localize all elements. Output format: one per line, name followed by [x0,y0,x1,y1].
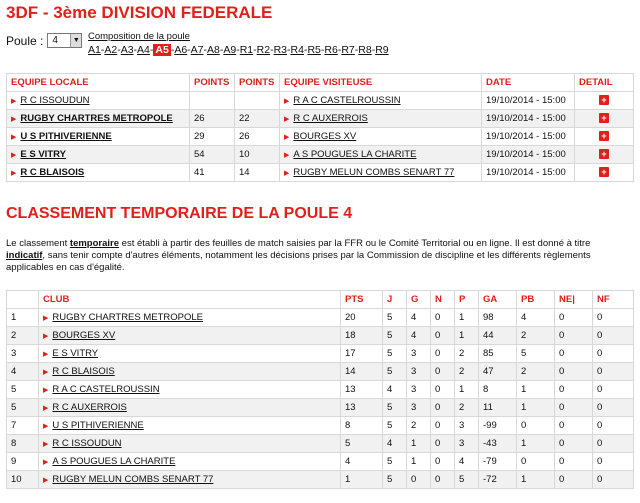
round-separator: - [371,44,376,56]
triangle-icon: ▶ [11,134,17,141]
triangle-icon: ▶ [284,170,290,177]
detail-cell [575,128,634,146]
match-date: 19/10/2014 - 15:00 [482,164,575,182]
triangle-icon: ▶ [43,387,49,394]
triangle-icon: ▶ [43,477,49,484]
away-team-cell [280,92,482,110]
round-link-r9[interactable]: R9 [375,44,389,56]
stat-pts: 1 [341,471,383,489]
stat-pts: 14 [341,363,383,381]
stat-pb: 0 [517,417,555,435]
club-link[interactable]: BOURGES XV [52,330,116,341]
col-n: N [431,291,455,309]
club-cell [39,417,341,435]
round-link-a1[interactable]: A1 [88,44,101,56]
club-link[interactable]: E S VITRY [52,348,99,359]
club-link[interactable]: R A C CASTELROUSSIN [52,384,160,395]
ranking-row [7,471,634,489]
ranking-row [7,309,634,327]
detail-cell [575,146,634,164]
col-ne: NE| [555,291,593,309]
col-g: G [407,291,431,309]
stat-j: 4 [383,381,407,399]
points-home [190,92,235,110]
stat-pb: 1 [517,381,555,399]
round-separator: - [170,44,175,56]
away-team-link[interactable]: RUGBY MELUN COMBS SENART 77 [293,167,455,178]
stat-p: 1 [455,381,479,399]
round-separator: - [100,44,105,56]
ranking-row [7,453,634,471]
round-link-r5[interactable]: R5 [307,44,321,56]
stat-g: 4 [407,327,431,345]
stat-nf: 0 [593,327,634,345]
stat-ne: 0 [555,327,593,345]
col-points-home: POINTS [190,74,235,92]
notice-text-3: , sans tenir compte d'autres éléments, notamment les décisions prises par la Commission de discipline et les différents règlements applicables en cas d'égalité. [6,250,591,273]
away-team-cell [280,128,482,146]
stat-g: 3 [407,363,431,381]
ranking-row [7,327,634,345]
triangle-icon: ▶ [284,116,290,123]
rank-position: 5 [7,399,39,417]
stat-n: 0 [431,309,455,327]
stat-n: 0 [431,327,455,345]
triangle-icon: ▶ [43,405,49,412]
col-pb: PB [517,291,555,309]
stat-g: 3 [407,345,431,363]
col-away: EQUIPE VISITEUSE [280,74,482,92]
stat-p: 3 [455,435,479,453]
round-link-a3[interactable]: A3 [120,44,134,56]
chevron-down-icon[interactable]: ▼ [70,34,81,47]
ranking-table [6,290,634,489]
stat-ga: 98 [479,309,517,327]
stat-pts: 5 [341,435,383,453]
club-link[interactable]: R C BLAISOIS [52,366,115,377]
notice-bold-1: temporaire [69,238,120,249]
stat-p: 1 [455,327,479,345]
stat-ne: 0 [555,417,593,435]
round-link-a8[interactable]: A8 [207,44,220,56]
round-separator: - [187,44,191,56]
stat-ga: -72 [479,471,517,489]
stat-pts: 20 [341,309,383,327]
stat-p: 1 [455,309,479,327]
plus-icon[interactable]: + [599,113,609,123]
ranking-notice [6,238,632,274]
stat-ne: 0 [555,471,593,489]
round-link-a7[interactable]: A7 [190,44,204,56]
round-separator: - [287,44,291,56]
home-team-cell [7,164,190,182]
stat-nf: 0 [593,345,634,363]
away-team-cell [280,146,482,164]
club-link[interactable]: RUGBY CHARTRES METROPOLE [52,312,204,323]
stat-j: 5 [383,399,407,417]
stat-p: 2 [455,345,479,363]
composition-link[interactable]: Composition de la poule [88,31,190,42]
stat-j: 5 [383,363,407,381]
stat-g: 4 [407,309,431,327]
col-nf: NF [593,291,634,309]
round-separator: - [236,44,240,56]
stat-ne: 0 [555,453,593,471]
club-cell [39,399,341,417]
home-team-link[interactable]: E S VITRY [20,149,66,160]
plus-icon[interactable]: + [599,149,609,159]
stat-pts: 4 [341,453,383,471]
club-link[interactable]: RUGBY MELUN COMBS SENART 77 [52,474,214,485]
match-date: 19/10/2014 - 15:00 [482,146,575,164]
triangle-icon: ▶ [284,152,290,159]
stat-n: 0 [431,453,455,471]
stat-pts: 17 [341,345,383,363]
triangle-icon: ▶ [284,134,290,141]
round-separator: - [354,44,359,56]
ranking-row [7,417,634,435]
stat-n: 0 [431,435,455,453]
stat-n: 0 [431,417,455,435]
col-rank [7,291,39,309]
stat-pb: 1 [517,435,555,453]
stat-g: 2 [407,417,431,435]
stat-pts: 18 [341,327,383,345]
points-away: 10 [235,146,280,164]
stat-j: 5 [383,327,407,345]
away-team-link[interactable]: BOURGES XV [293,131,357,142]
match-row [7,146,634,164]
round-separator: - [303,44,308,56]
stat-nf: 0 [593,417,634,435]
stat-pts: 13 [341,381,383,399]
round-separator: - [320,44,325,56]
club-cell [39,435,341,453]
round-separator: - [117,44,121,56]
rank-position: 8 [7,435,39,453]
rank-position: 10 [7,471,39,489]
stat-p: 2 [455,363,479,381]
stat-ga: 85 [479,345,517,363]
stat-nf: 0 [593,435,634,453]
triangle-icon: ▶ [284,98,290,105]
round-separator: - [337,44,342,56]
round-separator: - [149,44,154,56]
detail-cell [575,92,634,110]
round-link-r2[interactable]: R2 [256,44,271,56]
stat-g: 3 [407,399,431,417]
stat-ga: -43 [479,435,517,453]
stat-j: 5 [383,471,407,489]
notice-bold-2: indicatif [6,250,43,261]
stat-nf: 0 [593,381,634,399]
club-link[interactable]: A S POUGUES LA CHARITE [52,456,176,467]
stat-j: 5 [383,309,407,327]
col-club: CLUB [39,291,341,309]
match-row [7,92,634,110]
stat-n: 0 [431,471,455,489]
points-home: 26 [190,110,235,128]
plus-icon[interactable]: + [599,95,609,105]
triangle-icon: ▶ [43,315,49,322]
away-team-cell [280,110,482,128]
round-link-r3[interactable]: R3 [273,44,287,56]
stat-ga: 47 [479,363,517,381]
round-link-r1[interactable]: R1 [239,44,254,56]
club-cell [39,309,341,327]
stat-j: 5 [383,345,407,363]
club-cell [39,345,341,363]
stat-nf: 0 [593,363,634,381]
poule-select[interactable] [47,33,82,48]
notice-text-2: est établi à partir des feuilles de match saisies par la FFR ou le Comité Territorial ou en ligne. Il est donné à titre [119,238,591,249]
round-link-a5[interactable]: A5 [155,44,169,56]
round-link-r6[interactable]: R6 [324,44,338,56]
match-date: 19/10/2014 - 15:00 [482,128,575,146]
stat-p: 5 [455,471,479,489]
stat-ne: 0 [555,363,593,381]
points-away: 26 [235,128,280,146]
stat-pb: 1 [517,471,555,489]
away-team-link[interactable]: R A C CASTELROUSSIN [293,95,401,106]
club-link[interactable]: U S PITHIVERIENNE [52,420,144,431]
points-away [235,92,280,110]
triangle-icon: ▶ [43,369,49,376]
stat-n: 0 [431,381,455,399]
away-team-cell [280,164,482,182]
points-home: 41 [190,164,235,182]
matches-table [6,73,634,182]
triangle-icon: ▶ [43,441,49,448]
match-row [7,164,634,182]
triangle-icon: ▶ [11,116,17,123]
rank-position: 7 [7,417,39,435]
stat-pb: 2 [517,327,555,345]
home-team-link[interactable]: U S PITHIVERIENNE [20,131,112,142]
round-link-a6[interactable]: A6 [174,44,188,56]
poule-selector [6,33,82,48]
stat-n: 0 [431,363,455,381]
stat-pb: 4 [517,309,555,327]
round-separator: - [219,44,224,56]
points-home: 29 [190,128,235,146]
col-home: EQUIPE LOCALE [7,74,190,92]
stat-pb: 5 [517,345,555,363]
rank-position: 9 [7,453,39,471]
poule-select-value: 4 [52,35,58,46]
away-team-link[interactable]: R C AUXERROIS [293,113,368,124]
round-link-r7[interactable]: R7 [341,44,355,56]
col-pts: PTS [341,291,383,309]
club-cell [39,381,341,399]
ranking-row [7,399,634,417]
stat-ga: -99 [479,417,517,435]
points-home: 54 [190,146,235,164]
stat-p: 4 [455,453,479,471]
rank-position: 5 [7,381,39,399]
stat-g: 3 [407,381,431,399]
round-link-r8[interactable]: R8 [358,44,372,56]
triangle-icon: ▶ [43,459,49,466]
col-j: J [383,291,407,309]
round-nav [88,44,389,56]
round-link-a9[interactable]: A9 [223,44,237,56]
club-cell [39,453,341,471]
stat-nf: 0 [593,309,634,327]
poule-label: Poule : [6,33,44,48]
triangle-icon: ▶ [43,423,49,430]
stat-ga: 11 [479,399,517,417]
col-ga: GA [479,291,517,309]
col-date: DATE [482,74,575,92]
home-team-cell [7,146,190,164]
stat-p: 3 [455,417,479,435]
stat-pb: 1 [517,399,555,417]
round-separator: - [133,44,138,56]
round-separator: - [203,44,207,56]
ranking-row [7,363,634,381]
points-away: 22 [235,110,280,128]
plus-icon[interactable]: + [599,167,609,177]
away-team-link[interactable]: A S POUGUES LA CHARITE [293,149,417,160]
rank-position: 3 [7,345,39,363]
home-team-link[interactable]: RUGBY CHARTRES METROPOLE [20,113,173,124]
triangle-icon: ▶ [11,152,17,159]
club-cell [39,327,341,345]
match-date: 19/10/2014 - 15:00 [482,92,575,110]
rank-position: 2 [7,327,39,345]
stat-ga: 44 [479,327,517,345]
plus-icon[interactable]: + [599,131,609,141]
page-title: 3DF - 3ème DIVISION FEDERALE [6,3,273,22]
club-link[interactable]: R C ISSOUDUN [52,438,122,449]
rank-position: 4 [7,363,39,381]
stat-pb: 0 [517,453,555,471]
home-team-link[interactable]: R C ISSOUDUN [20,95,90,106]
stat-n: 0 [431,399,455,417]
stat-j: 5 [383,417,407,435]
stat-nf: 0 [593,453,634,471]
ranking-title: CLASSEMENT TEMPORAIRE DE LA POULE 4 [6,205,353,222]
stat-ne: 0 [555,399,593,417]
points-away: 14 [235,164,280,182]
home-team-cell [7,110,190,128]
stat-j: 5 [383,453,407,471]
stat-ga: -79 [479,453,517,471]
stat-ne: 0 [555,309,593,327]
triangle-icon: ▶ [11,98,17,105]
stat-pts: 13 [341,399,383,417]
stat-g: 1 [407,453,431,471]
club-link[interactable]: R C AUXERROIS [52,402,127,413]
stat-ne: 0 [555,381,593,399]
home-team-cell [7,128,190,146]
stat-nf: 0 [593,471,634,489]
detail-cell [575,110,634,128]
col-detail: DETAIL [575,74,634,92]
stat-ne: 0 [555,345,593,363]
notice-text-1: Le classement [6,238,70,249]
triangle-icon: ▶ [43,333,49,340]
round-link-a4[interactable]: A4 [137,44,150,56]
ranking-row [7,345,634,363]
col-p: P [455,291,479,309]
home-team-link[interactable]: R C BLAISOIS [20,167,85,178]
round-link-a2[interactable]: A2 [104,44,118,56]
stat-nf: 0 [593,399,634,417]
ranking-row [7,435,634,453]
round-separator: - [270,44,274,56]
stat-pb: 2 [517,363,555,381]
stat-ga: 8 [479,381,517,399]
ranking-row [7,381,634,399]
col-points-away: POINTS [235,74,280,92]
stat-j: 4 [383,435,407,453]
match-row [7,110,634,128]
club-cell [39,471,341,489]
stat-n: 0 [431,345,455,363]
round-separator: - [253,44,257,56]
stat-ne: 0 [555,435,593,453]
stat-g: 1 [407,435,431,453]
stat-pts: 8 [341,417,383,435]
rank-position: 1 [7,309,39,327]
club-cell [39,363,341,381]
home-team-cell [7,92,190,110]
match-row [7,128,634,146]
detail-cell [575,164,634,182]
round-link-r4[interactable]: R4 [290,44,304,56]
triangle-icon: ▶ [43,351,49,358]
triangle-icon: ▶ [11,170,17,177]
stat-p: 2 [455,399,479,417]
match-date: 19/10/2014 - 15:00 [482,110,575,128]
stat-g: 0 [407,471,431,489]
